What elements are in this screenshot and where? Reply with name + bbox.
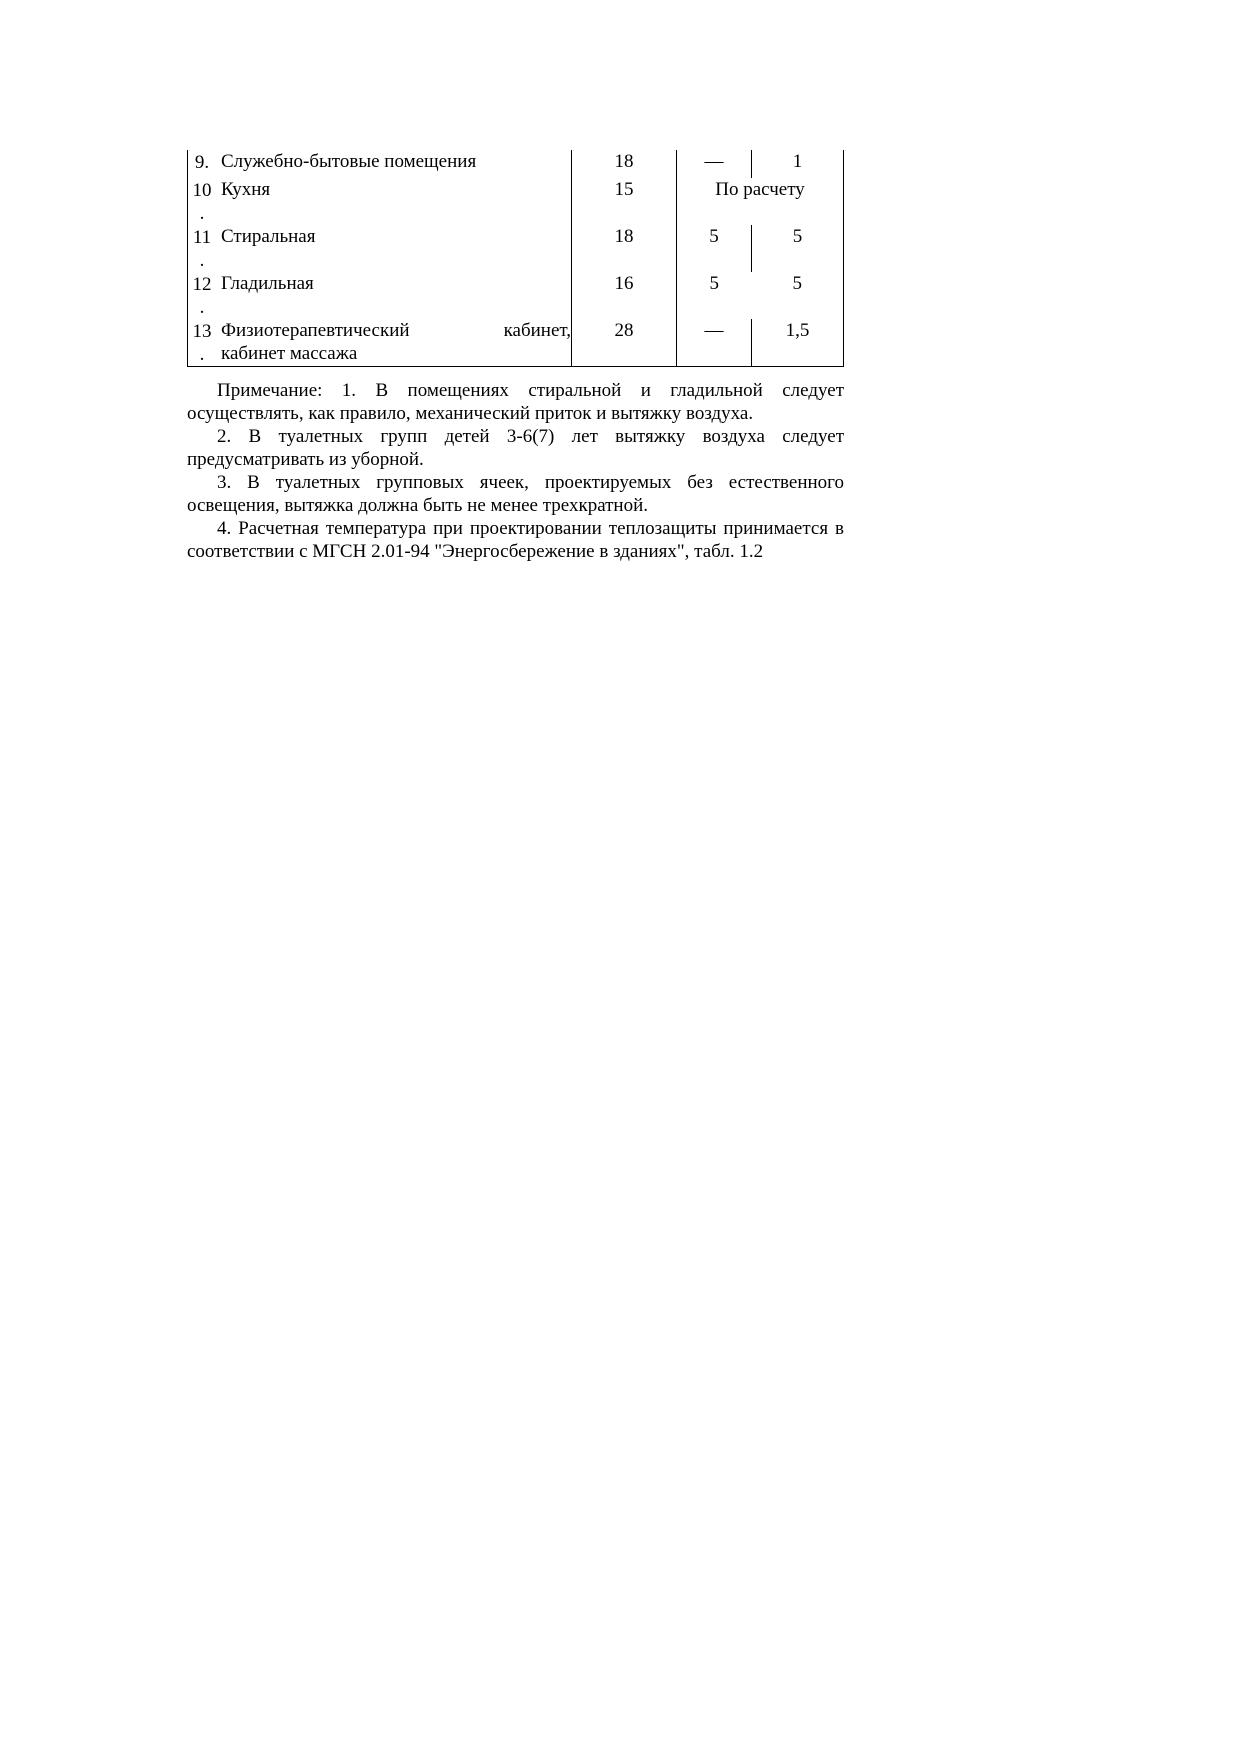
room-name-part-b: кабинет, [503,320,571,341]
row-number-dot: . [199,250,205,271]
outflow-cell: 1,5 [752,319,844,367]
row-number-dot: . [199,203,205,224]
table-row [188,319,844,367]
table-row [188,150,844,178]
table-row [188,178,844,225]
row-number-digits: 13 [192,321,212,342]
row-number [188,319,217,367]
room-name-line-2: кабинет массажа [221,343,358,364]
temperature-cell: 28 [572,319,677,367]
temperature-cell: 15 [572,178,677,225]
room-name-part-a: Физиотерапевтический [221,320,410,341]
merged-exchange-cell: По расчету [677,178,844,225]
table-row [188,272,844,319]
note-1: Примечание: 1. В помещениях стиральной и гладильной следует осуществлять, как правило, механический приток и вытяжку воздуха. [187,380,844,424]
ventilation-table [187,150,844,367]
outflow-cell: 5 [752,272,844,319]
row-number: 9. [188,150,217,178]
row-number [188,178,217,225]
inflow-cell: — [677,319,752,367]
room-name: Кухня [216,178,572,225]
inflow-cell: 5 [677,225,752,272]
row-number-digits: 12 [192,274,212,295]
table-row [188,225,844,272]
row-number-dot: . [199,297,205,318]
room-name: Стиральная [216,225,572,272]
inflow-cell: — [677,150,752,178]
outflow-cell: 5 [752,225,844,272]
temperature-cell: 18 [572,150,677,178]
note-4: 4. Расчетная температура при проектировании теплозащиты принимается в соответствии с МГСН 2.01-94 "Энергосбережение в зданиях", табл. 1.2 [187,518,844,562]
outflow-cell: 1 [752,150,844,178]
table-notes [187,379,844,563]
temperature-cell: 18 [572,225,677,272]
room-name-line-1 [221,319,571,342]
note-3: 3. В туалетных групповых ячеек, проектируемых без естественного освещения, вытяжка должна быть не менее трехкратной. [187,472,844,516]
room-name: Гладильная [216,272,572,319]
row-number-digits: 10 [192,180,212,201]
row-number [188,272,217,319]
note-2: 2. В туалетных групп детей 3-6(7) лет вытяжку воздуха следует предусматривать из уборной. [187,426,844,470]
room-name [216,319,572,367]
row-number [188,225,217,272]
document-page [187,150,844,563]
temperature-cell: 16 [572,272,677,319]
inflow-cell: 5 [709,273,719,294]
row-number-dot: . [199,344,205,365]
row-number-digits: 11 [192,227,212,248]
room-name: Служебно-бытовые помещения [216,150,572,178]
